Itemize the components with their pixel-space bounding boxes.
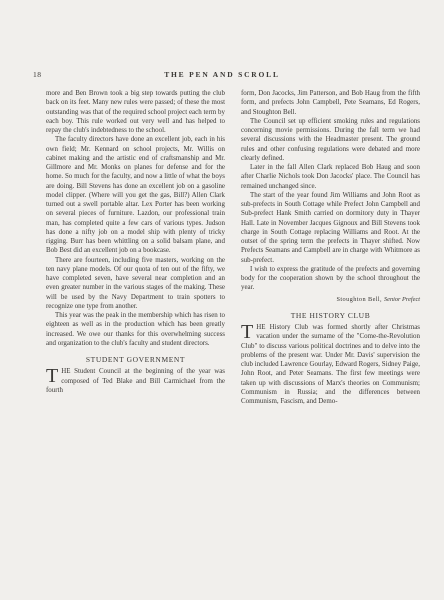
running-title: THE PEN AND SCROLL [164,70,280,79]
drop-cap: T [46,365,59,388]
signature-name: Stoughton Bell, [336,295,383,303]
drop-cap: T [241,321,254,343]
right-column [241,89,420,406]
paragraph: more and Ben Brown took a big step towards putting the club back on its feet. Many new rules were passed; of these the most outstanding was that of the required school project each term by each boy. This rule worked out very well and has helped to repay the club's indebtedness to the school. [46,89,225,134]
section-heading-student-government: STUDENT GOVERNMENT [85,355,186,364]
left-column [46,89,225,395]
section-paragraph [46,367,225,395]
paragraph: Later in the fall Allen Clark replaced Bob Haug and soon after Charlie Nichols took Don Jacocks' place. The Council has remained unchanged since. [241,163,420,190]
paragraph: The start of the year found Jim Williams and John Root as sub-prefects in South Cottage while Prefect John Campbell and Sub-prefect Hank Smith carried on dormitory duty in Thayer Hall. Late in November Jacques Gignoux and Bill Stevens took charge in South Cottage replacing Williams and Root. At the outset of the spring term the prefects in Thayer shifted. Now Prefects Seamans and Campbell are in charge with Whitmore as sub-prefect. [241,190,420,264]
section-heading-history-club: THE HISTORY CLUB [290,310,371,320]
paragraph: There are fourteen, including five masters, working on the ten navy plane models. Of our quota of ten out of the fifty, we have completed seven, have several near completion and an even greater number in the various stages of the making. These will be used by the Navy Department to train spotters to recognize one type from another. [46,255,225,310]
paragraph: form, Don Jacocks, Jim Patterson, and Bob Haug from the fifth form, and prefects John Campbell, Pete Seamans, Ed Rogers, and Stoughton Bell. [241,89,420,116]
page-header [33,70,411,82]
page-number: 18 [33,70,42,79]
section-paragraph [241,323,420,406]
signature [241,295,420,304]
paragraph: I wish to express the gratitude of the prefects and governing body for the cooperation shown by the school throughout the year. [241,264,420,292]
signature-role: Senior Prefect [384,295,420,303]
paragraph: This year was the peak in the membership which has risen to eighteen as well as in the production which has been greatly increased. We owe our thanks for this overwhelming success and organization to the club's faculty and student directors. [46,311,225,347]
paragraph: The Council set up efficient smoking rules and regulations concerning movie permissions. During the fall term we had several discussions with the Headmaster present. The ground rules and other confusing regulations were debated and more clearly defined. [241,116,420,162]
paragraph: The faculty directors have done an excellent job, each in his own field; Mr. Kennard on school projects, Mr. Willis on cabinet making and the artistic end of craftsmanship and Mr. Gillmore and Mr. Monks on planes for defense and for the home. So much for the faculty, and now a little of what the boys are doing. Bill Stevens has done an excellent job on a gasoline model clipper. (Where will you get the gas, Bill?) Allen Clark turned out a swell portable altar. Lex Porter has been working on several pieces of furniture. Lazdon, our professional train man, has completed quite a few cars of various types. Judson has done a nifty job on a model ship with plenty of tricky rigging. Burr has been whittling on a solid balsam plane, and Bob Best did an excellent job on a bookcase. [46,135,225,255]
section-text: HE History Club was formed shortly after Christmas vacation under the surname of the "Come-the-Revolution Club" to discuss various political doctrines and to delve into the problems of the present war. Under Mr. Davis' supervision the club included Lawrence Gourlay, Edward Rogers, Sidney Paige, John Root, and Peter Seamans. The first few meetings were taken up with discussions of Marx's theories on Communism; Communism in Russia; and the differences between Communism, Fascism, and Demo- [241,323,420,405]
section-text: HE Student Council at the beginning of the year was composed of Ted Blake and Bill Carmichael from the fourth [46,367,225,394]
